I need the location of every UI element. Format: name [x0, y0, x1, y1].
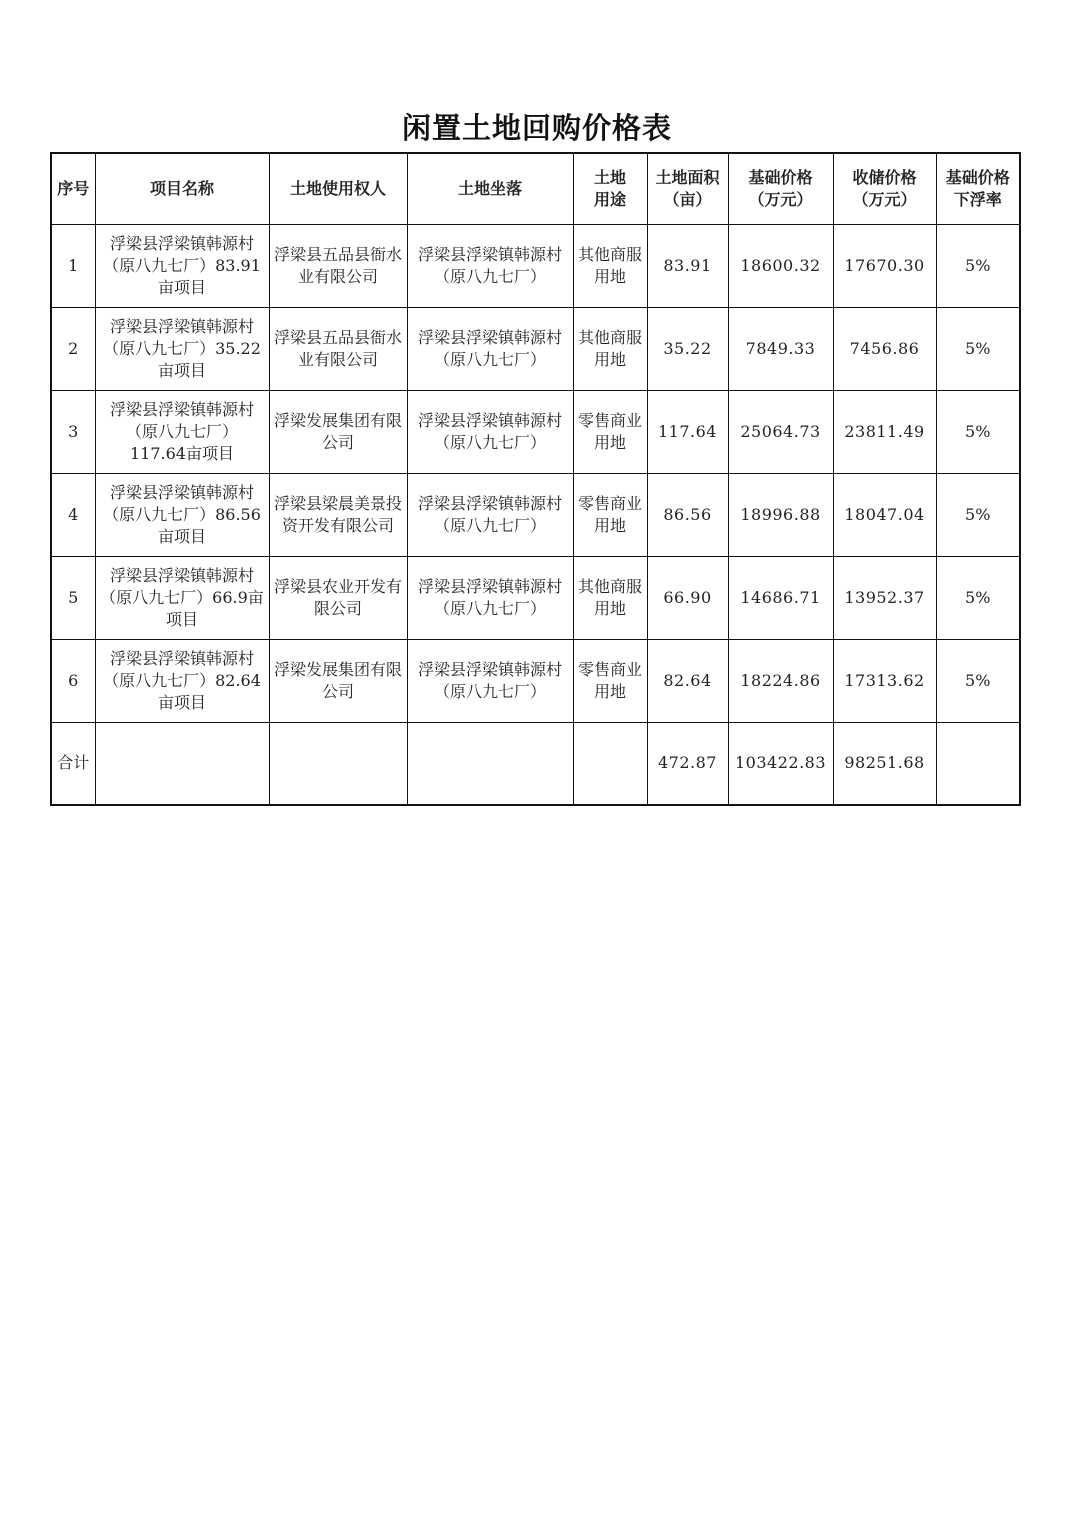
- total-empty-owner: [269, 723, 407, 805]
- cell-project: 浮梁县浮梁镇韩源村（原八九七厂）117.64亩项目: [95, 391, 269, 474]
- cell-location: 浮梁县浮梁镇韩源村（原八九七厂）: [407, 225, 573, 308]
- cell-reserve-price: 17670.30: [833, 225, 936, 308]
- header-usage-line1: 土地: [593, 168, 626, 187]
- price-table: [50, 152, 1021, 806]
- total-empty-project: [95, 723, 269, 805]
- cell-base-price: 18224.86: [728, 640, 833, 723]
- cell-seq: 2: [51, 308, 95, 391]
- cell-location: 浮梁县浮梁镇韩源村（原八九七厂）: [407, 474, 573, 557]
- cell-seq: 1: [51, 225, 95, 308]
- cell-reserve-price: 23811.49: [833, 391, 936, 474]
- header-base-line1: 基础价格: [748, 168, 813, 187]
- header-project: 项目名称: [95, 153, 269, 225]
- cell-project: 浮梁县浮梁镇韩源村（原八九七厂）86.56亩项目: [95, 474, 269, 557]
- total-base-price: 103422.83: [728, 723, 833, 805]
- header-area-line1: 土地面积: [655, 168, 720, 187]
- cell-rate: 5%: [936, 308, 1020, 391]
- cell-base-price: 7849.33: [728, 308, 833, 391]
- cell-usage: 其他商服用地: [573, 308, 647, 391]
- table-row: [51, 640, 1020, 723]
- header-rate-line2: 下浮率: [953, 190, 1002, 209]
- header-seq: 序号: [51, 153, 95, 225]
- cell-owner: 浮梁县农业开发有限公司: [269, 557, 407, 640]
- cell-usage: 零售商业用地: [573, 391, 647, 474]
- cell-base-price: 14686.71: [728, 557, 833, 640]
- total-label: 合计: [51, 723, 95, 805]
- cell-reserve-price: 17313.62: [833, 640, 936, 723]
- cell-project: 浮梁县浮梁镇韩源村（原八九七厂）82.64亩项目: [95, 640, 269, 723]
- total-empty-location: [407, 723, 573, 805]
- cell-rate: 5%: [936, 557, 1020, 640]
- header-reserve-line2: （万元）: [852, 190, 917, 209]
- cell-owner: 浮梁县五品县衙水业有限公司: [269, 308, 407, 391]
- header-area: [647, 153, 728, 225]
- header-reserve-line1: 收储价格: [852, 168, 917, 187]
- header-rate: [936, 153, 1020, 225]
- total-empty-rate: [936, 723, 1020, 805]
- cell-seq: 3: [51, 391, 95, 474]
- cell-rate: 5%: [936, 474, 1020, 557]
- cell-owner: 浮梁县五品县衙水业有限公司: [269, 225, 407, 308]
- cell-location: 浮梁县浮梁镇韩源村（原八九七厂）: [407, 391, 573, 474]
- header-base-line2: （万元）: [748, 190, 813, 209]
- header-area-line2: （亩）: [663, 190, 712, 209]
- header-base-price: [728, 153, 833, 225]
- table-row: [51, 308, 1020, 391]
- header-owner: 土地使用权人: [269, 153, 407, 225]
- cell-usage: 其他商服用地: [573, 557, 647, 640]
- page-title: 闲置土地回购价格表: [401, 111, 672, 145]
- total-area: 472.87: [647, 723, 728, 805]
- cell-reserve-price: 7456.86: [833, 308, 936, 391]
- total-reserve-price: 98251.68: [833, 723, 936, 805]
- cell-base-price: 18600.32: [728, 225, 833, 308]
- cell-area: 35.22: [647, 308, 728, 391]
- header-location: 土地坐落: [407, 153, 573, 225]
- cell-area: 83.91: [647, 225, 728, 308]
- table-row: [51, 474, 1020, 557]
- cell-seq: 5: [51, 557, 95, 640]
- header-usage: [573, 153, 647, 225]
- cell-rate: 5%: [936, 391, 1020, 474]
- table-row: [51, 557, 1020, 640]
- header-usage-line2: 用途: [593, 190, 626, 209]
- cell-reserve-price: 13952.37: [833, 557, 936, 640]
- cell-usage: 其他商服用地: [573, 225, 647, 308]
- header-reserve-price: [833, 153, 936, 225]
- total-empty-usage: [573, 723, 647, 805]
- cell-area: 117.64: [647, 391, 728, 474]
- cell-usage: 零售商业用地: [573, 474, 647, 557]
- cell-location: 浮梁县浮梁镇韩源村（原八九七厂）: [407, 557, 573, 640]
- cell-project: 浮梁县浮梁镇韩源村（原八九七厂）83.91亩项目: [95, 225, 269, 308]
- cell-usage: 零售商业用地: [573, 640, 647, 723]
- cell-base-price: 25064.73: [728, 391, 833, 474]
- cell-seq: 4: [51, 474, 95, 557]
- header-row: [51, 153, 1020, 225]
- cell-location: 浮梁县浮梁镇韩源村（原八九七厂）: [407, 308, 573, 391]
- cell-location: 浮梁县浮梁镇韩源村（原八九七厂）: [407, 640, 573, 723]
- cell-rate: 5%: [936, 225, 1020, 308]
- table-row: [51, 391, 1020, 474]
- total-row: [51, 723, 1020, 805]
- header-rate-line1: 基础价格: [945, 168, 1010, 187]
- cell-owner: 浮梁发展集团有限公司: [269, 391, 407, 474]
- cell-owner: 浮梁县梁晨美景投资开发有限公司: [269, 474, 407, 557]
- cell-rate: 5%: [936, 640, 1020, 723]
- cell-area: 86.56: [647, 474, 728, 557]
- cell-project: 浮梁县浮梁镇韩源村（原八九七厂）66.9亩项目: [95, 557, 269, 640]
- table-row: [51, 225, 1020, 308]
- cell-area: 66.90: [647, 557, 728, 640]
- cell-base-price: 18996.88: [728, 474, 833, 557]
- cell-owner: 浮梁发展集团有限公司: [269, 640, 407, 723]
- cell-area: 82.64: [647, 640, 728, 723]
- cell-seq: 6: [51, 640, 95, 723]
- cell-project: 浮梁县浮梁镇韩源村（原八九七厂）35.22亩项目: [95, 308, 269, 391]
- cell-reserve-price: 18047.04: [833, 474, 936, 557]
